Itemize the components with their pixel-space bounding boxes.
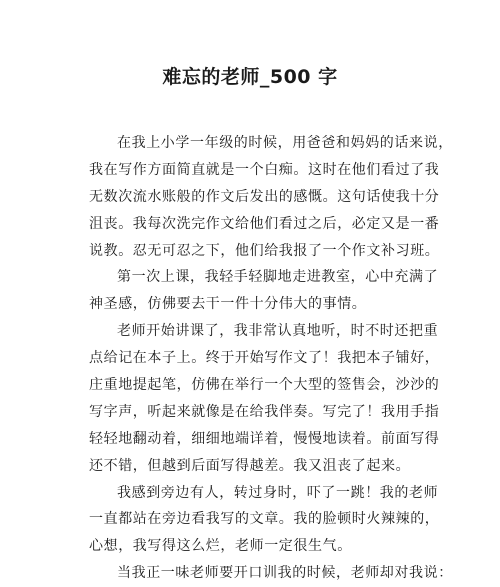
- text-line: 心想，我写得这么烂，老师一定很生气。: [89, 538, 352, 555]
- article-body: [89, 130, 453, 587]
- text-line: 庄重地提起笔，仿佛在举行一个大型的签售会，沙沙的: [89, 377, 440, 394]
- text-line: 点给记在本子上。终于开始写作文了！我把本子铺好，: [89, 350, 440, 367]
- text-line: 第一次上课，我轻手轻脚地走进教室，心中充满了: [117, 269, 439, 286]
- text-line: 无数次流水账般的作文后发出的感慨。这句话使我十分: [89, 188, 440, 205]
- text-line: 在我上小学一年级的时候，用爸爸和妈妈的话来说，: [117, 135, 453, 151]
- text-line: 一直都站在旁边看我写的文章。我的脸顿时火辣辣的，: [89, 511, 440, 528]
- text-line: 我在写作方面简直就是一个白痴。这时在他们看过了我: [89, 161, 440, 178]
- text-line: 我感到旁边有人，转过身时，吓了一跳！我的老师: [117, 484, 439, 501]
- text-line: 神圣感，仿佛要去干一件十分伟大的事情。: [89, 296, 367, 313]
- text-line: 还不错，但越到后面写得越差。我又沮丧了起来。: [89, 457, 411, 474]
- text-line: 沮丧。我每次洗完作文给他们看过之后，必定又是一番: [89, 215, 440, 232]
- text-line: 轻轻地翻动着，细细地端详着，慢慢地读着。前面写得: [89, 430, 440, 447]
- text-line: 老师开始讲课了，我非常认真地听，时不时还把重: [117, 323, 439, 340]
- document-title: 难忘的老师_500 字: [162, 66, 338, 88]
- text-line: 写字声，听起来就像是在给我伴奏。写完了！我用手指: [89, 403, 440, 420]
- text-line: 说教。忍无可忍之下，他们给我报了一个作文补习班。: [89, 242, 440, 259]
- text-line: 当我正一味老师要开口训我的时候，老师却对我说：: [117, 565, 453, 582]
